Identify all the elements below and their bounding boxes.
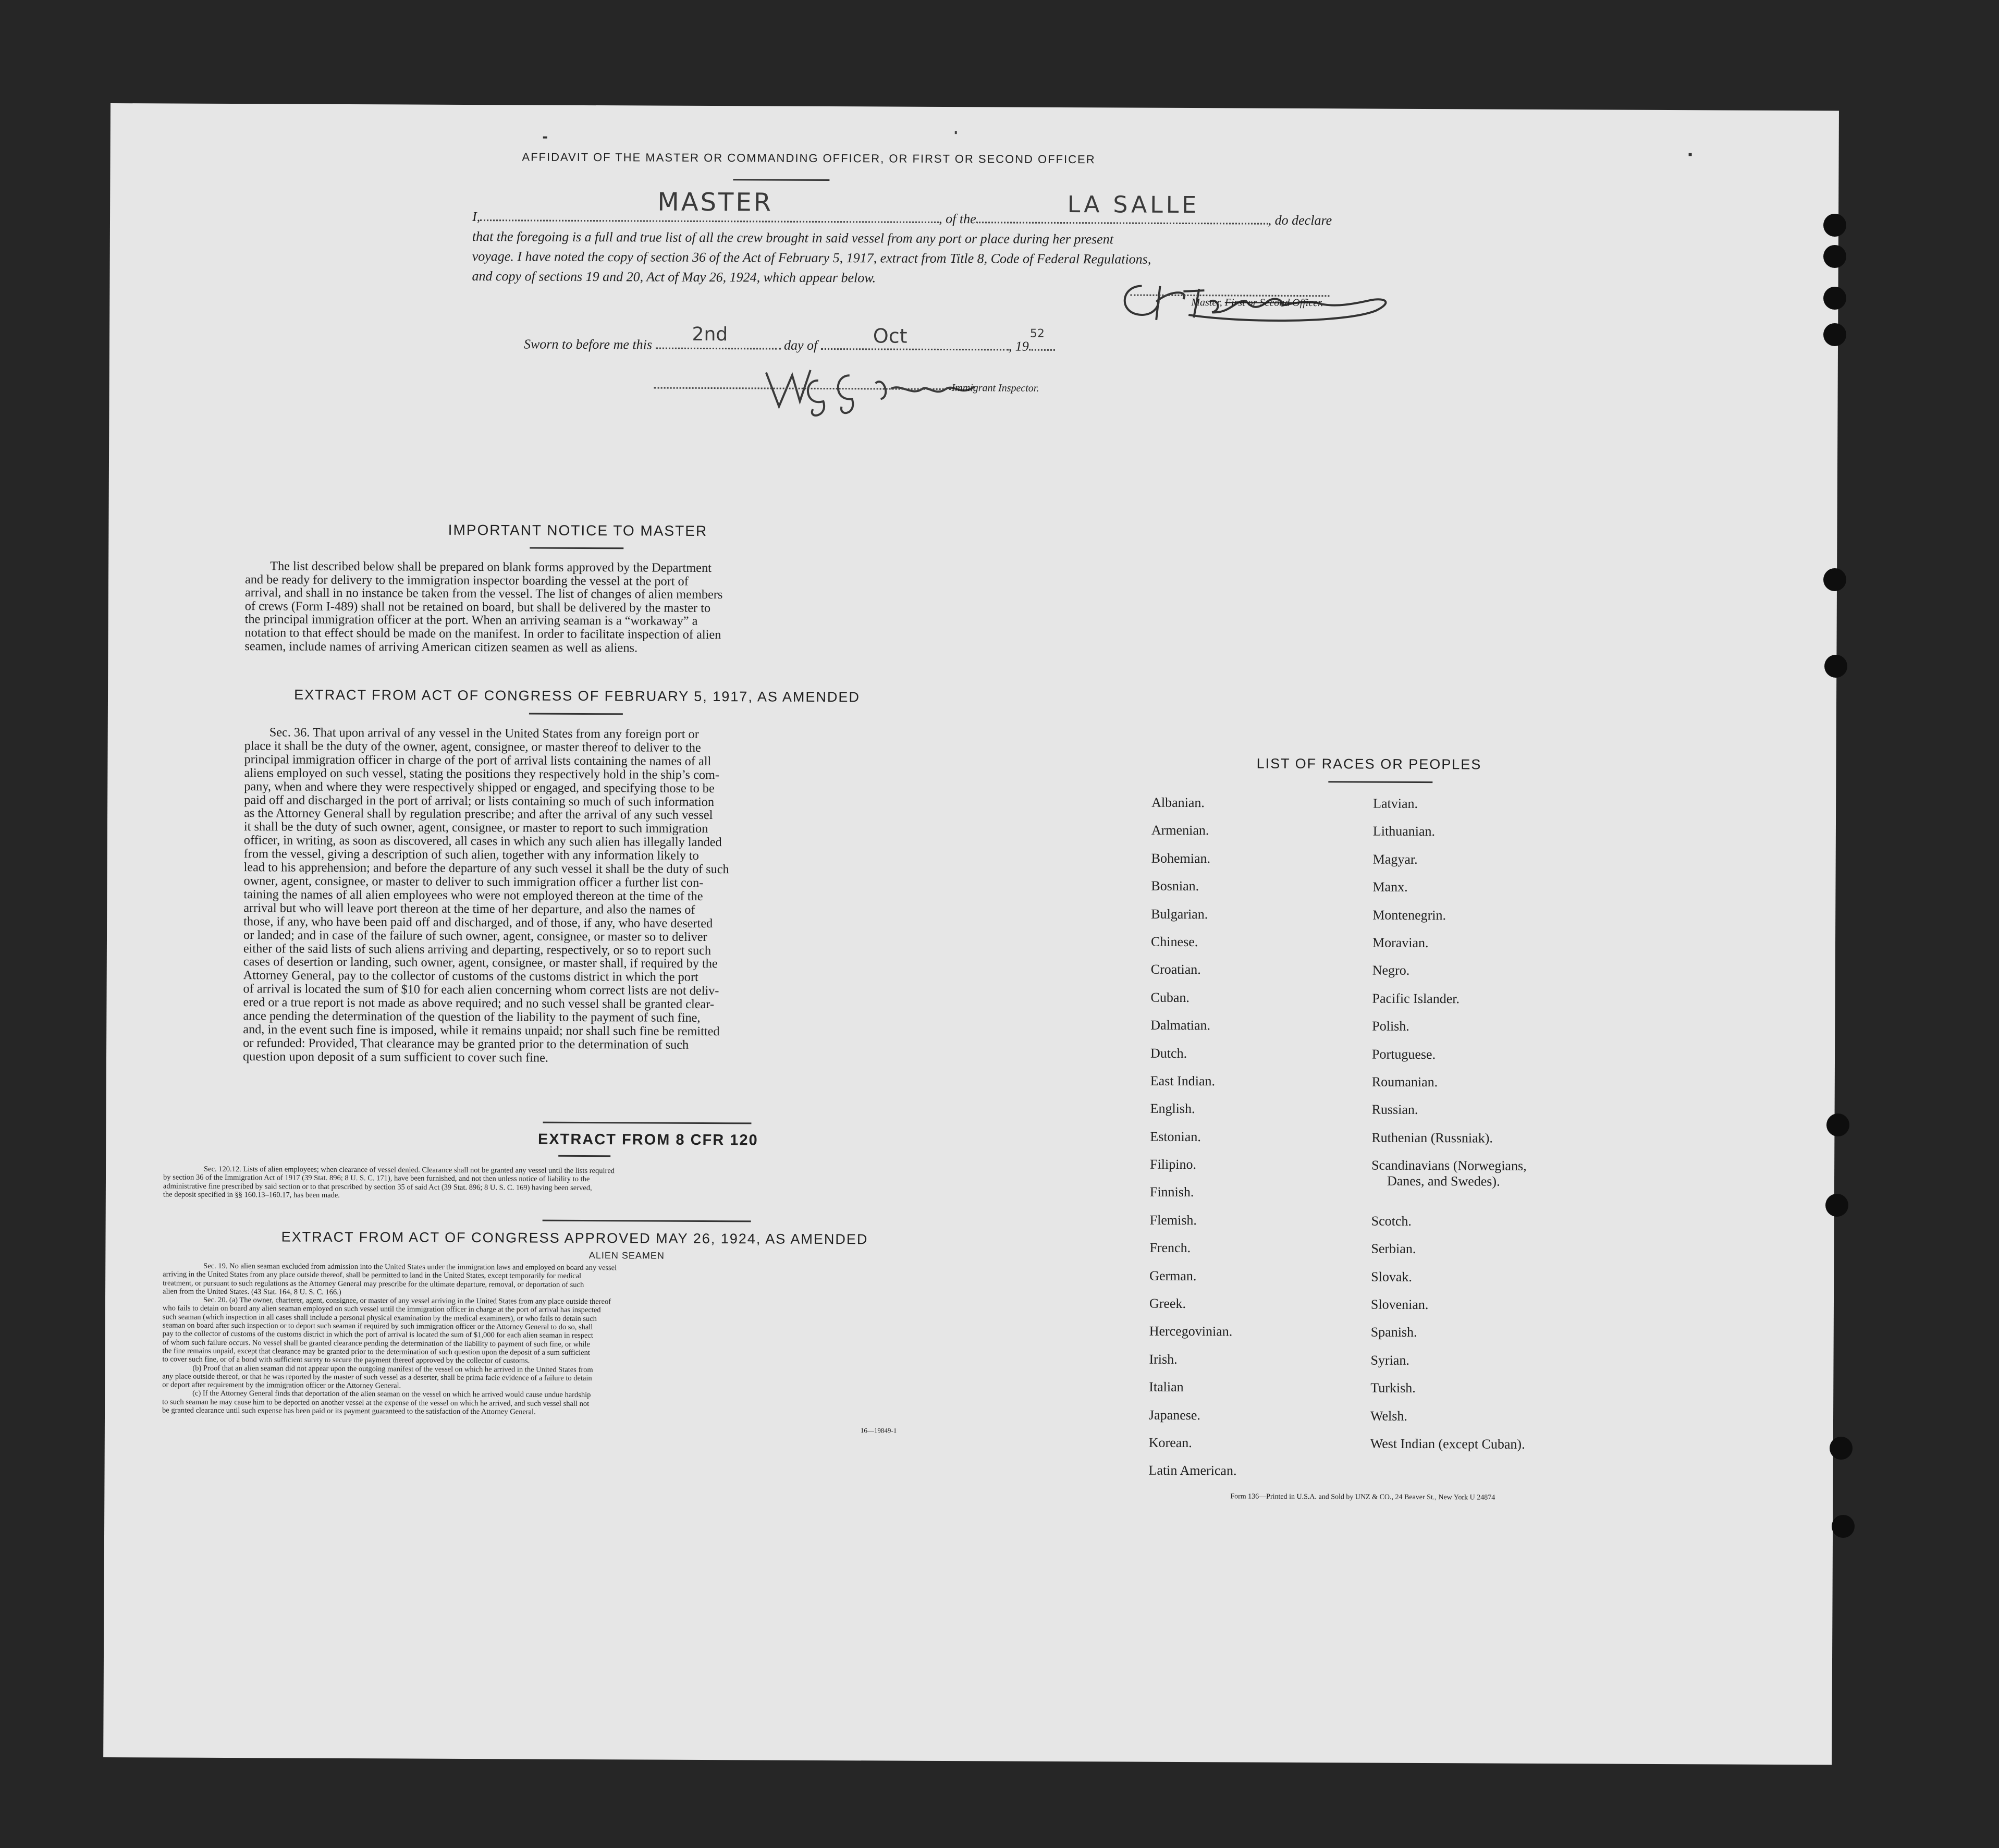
year-handwritten: 52 (1029, 327, 1045, 340)
cfr-top-rule (543, 1122, 751, 1124)
race-item: Ruthenian (Russniak). (1371, 1130, 1493, 1146)
race-item: Irish. (1149, 1351, 1178, 1367)
cfr-line: by section 36 of the Immigration Act of 1917 (39 Stat. 896; 8 U. S. C. 171), have been furnished, and not then unless notice of liability to the (163, 1173, 590, 1184)
race-item: Dalmatian. (1150, 1017, 1211, 1033)
notice-line: seamen, include names of arriving American citizen seamen as well as aliens. (244, 639, 638, 655)
race-item: Turkish. (1370, 1380, 1416, 1396)
notice-line: and be ready for delivery to the immigration inspector boarding the vessel at the port of (244, 572, 689, 589)
race-item: Negro. (1372, 962, 1410, 978)
binder-hole (1826, 1113, 1849, 1136)
sworn-line (523, 323, 1055, 354)
section-36-line: it shall be the duty of such owner, agent, consignee, or master to report to such immigration (243, 819, 708, 836)
notice-title: IMPORTANT NOTICE TO MASTER (448, 521, 708, 540)
races-title: LIST OF RACES OR PEOPLES (1256, 755, 1482, 773)
section-20-line: the fine remains unpaid, except that clearance may be granted prior to the determination of such question upon the deposit of a sum sufficient (162, 1347, 590, 1357)
race-item: Pacific Islander. (1372, 990, 1460, 1007)
caption-struck: First or Second Officer (1224, 297, 1321, 309)
day-of-label: day of (783, 337, 818, 353)
section-36-line: arrival but who will leave port thereon at the time of her departure, and also the names of (243, 900, 695, 917)
section-36-line: lead to his apprehension; and before the departure of any such vessel it shall be the duty of such (243, 860, 729, 877)
race-item: Japanese. (1148, 1407, 1201, 1423)
race-item: Lithuanian. (1372, 823, 1436, 839)
race-item: Spanish. (1370, 1325, 1417, 1340)
race-item: Serbian. (1371, 1241, 1416, 1257)
race-item: Slovenian. (1370, 1296, 1429, 1313)
cfr-line: administrative fine prescribed by said section or to that prescribed by section 35 of said Act (39 Stat. 896; 8 U. S. C. 169) having been served, (163, 1182, 592, 1192)
master-handwritten: MASTER (657, 187, 774, 217)
binder-hole (1832, 1515, 1855, 1538)
section-36-line: taining the names of all alien employees who were not employed thereon at the time of the (243, 887, 703, 903)
section-36-line: from the vessel, giving a description of such alien, together with any information likely to (243, 847, 699, 863)
race-item: Estonian. (1150, 1129, 1201, 1144)
races-left-column (1148, 795, 1360, 1491)
section-20-line: (c) If the Attorney General finds that deportation of the alien seaman on the vessel on which he arrived would cause undue hardship (192, 1389, 591, 1400)
section-36-line: pany, when and where they were respectively shipped or engaged, and specifying those to be (244, 779, 715, 796)
affidavit-title: AFFIDAVIT OF THE MASTER OR COMMANDING OFFICER, OR FIRST OR SECOND OFFICER (522, 150, 1096, 166)
affidavit-line-2: voyage. I have noted the copy of section 36 of the Act of February 5, 1917, extract from Title 8, Code of Federal Regulations, (472, 249, 1151, 267)
sworn-day-line (655, 323, 780, 350)
affidavit-line-3: and copy of sections 19 and 20, Act of May 26, 1924, which appear below. (472, 268, 876, 286)
section-36-line: cases of desertion or landing, such owner, agent, consignee, or master shall, if required by the (243, 954, 718, 971)
notice-line: The list described below shall be prepared on blank forms approved by the Department (270, 559, 712, 576)
binder-hole (1823, 214, 1846, 237)
extract-1917-title: EXTRACT FROM ACT OF CONGRESS OF FEBRUARY 5, 1917, AS AMENDED (294, 687, 860, 705)
printer-footer: Form 136—Printed in U.S.A. and Sold by UNZ & CO., 24 Beaver St., New York U 24874 (1230, 1492, 1495, 1502)
race-item: French. (1149, 1240, 1191, 1256)
section-36-line: of arrival is located the sum of $10 for each alien concerning whom correct lists are not deliv- (243, 982, 719, 998)
race-item: Dutch. (1150, 1045, 1187, 1061)
form-number: 16—19849-1 (860, 1426, 897, 1435)
alien-seamen-subtitle: ALIEN SEAMEN (588, 1250, 665, 1261)
section-36-line: officer, in writing, as soon as discovered, all cases in which any such alien has illegally landed (243, 833, 722, 850)
race-item: Flemish. (1149, 1212, 1197, 1228)
race-item: Cuban. (1150, 989, 1189, 1005)
race-item: Bosnian. (1151, 878, 1199, 894)
name-line (480, 187, 939, 223)
race-item: Chinese. (1150, 934, 1198, 950)
section-20-line: of whom such failure occurs. No vessel shall be granted clearance pending the determination of the liability to payment of such fine, or while (162, 1338, 590, 1349)
race-item: Slovak. (1371, 1269, 1412, 1284)
extract-1924-body (162, 1262, 945, 1418)
notice-line: arrival, and shall in no instance be taken from the vessel. The list of changes of alien members (244, 585, 723, 602)
master-caption (1191, 297, 1323, 309)
section-20-line: seaman on board after such inspection or to deport such seaman if required by such immigration officer or the Attorney General to do so, shall (162, 1321, 593, 1332)
race-item: Scotch. (1371, 1213, 1412, 1229)
section-19-line: arriving in the United States from any place outside thereof, shall be permitted to land in the United States, except temporarily for medical (163, 1270, 582, 1281)
caption-period: . (1320, 297, 1323, 309)
section-36-line: owner, agent, consignee, or master to deliver to such immigration officer a further list con- (243, 874, 704, 890)
section-36-line: or refunded: Provided, That clearance may be granted prior to the determination of such (243, 1035, 689, 1052)
affidavit-line-1: that the foregoing is a full and true list of all the crew brought in said vessel from any port or place during her present (472, 229, 1114, 247)
race-item: Syrian. (1370, 1352, 1409, 1368)
races-rule (1328, 781, 1432, 783)
month-handwritten: Oct (873, 324, 907, 348)
month-line (821, 324, 1009, 351)
sworn-label: Sworn to before me this (523, 336, 653, 352)
section-19-line: Sec. 19. No alien seaman excluded from admission into the United States under the immigration laws and employed on board any vessel (203, 1262, 617, 1272)
race-item: Albanian. (1151, 794, 1205, 811)
notice-rule (530, 547, 623, 549)
race-item: Roumanian. (1371, 1074, 1438, 1090)
section-19-line: alien from the United States. (43 Stat. 164, 8 U. S. C. 166.) (163, 1287, 341, 1296)
extract-1917-body (243, 726, 910, 1066)
notice-line: the principal immigration officer at the port. When an arriving seaman is a “workaway” a (244, 612, 698, 629)
section-20-line: Sec. 20. (a) The owner, charterer, agent, consignee, or master of any vessel arriving in the United States from any place outside thereof (203, 1295, 611, 1306)
speck-mark (955, 131, 957, 134)
race-item: Bulgarian. (1151, 906, 1208, 922)
sworn-day-handwritten: 2nd (692, 323, 728, 346)
section-36-line: question upon deposit of a sum sufficient to cover such fine. (242, 1049, 549, 1065)
cfr-rule (558, 1155, 610, 1157)
race-item: Magyar. (1372, 851, 1418, 867)
race-item: Korean. (1148, 1435, 1192, 1451)
section-36-line: or landed; and in case of the failure of such owner, agent, consignee, or master so to deliver (243, 927, 707, 944)
inspector-caption: Immigrant Inspector. (951, 382, 1039, 394)
race-item: Hercegovinian. (1149, 1324, 1233, 1339)
race-item: Latin American. (1148, 1463, 1237, 1478)
section-36-line: those, if any, who have been paid off and discharged, and of those, if any, who have deserted (243, 914, 713, 931)
speck-mark (543, 137, 547, 139)
race-item: Welsh. (1370, 1408, 1407, 1424)
race-item: West Indian (except Cuban). (1370, 1436, 1525, 1452)
race-item: Croatian. (1150, 962, 1201, 977)
section-36-line: ance pending the determination of the question of the liability to the payment of such fine, (243, 1009, 701, 1025)
cfr-line: the deposit specified in §§ 160.13–160.17, has been made. (163, 1190, 340, 1200)
extract-1924-top-rule (543, 1220, 751, 1222)
caption-master: Master, (1191, 297, 1225, 309)
race-item: Latvian. (1373, 796, 1418, 811)
binder-hole (1823, 323, 1846, 346)
speck-mark (1689, 153, 1692, 156)
section-36-line: and, in the event such fine is imposed, while it remains unpaid; nor shall such fine be remitted (243, 1022, 720, 1039)
section-36-line: ered or a true report is not made as above required; and no such vessel shall be granted clear- (243, 995, 715, 1012)
race-item: Bohemian. (1151, 850, 1211, 866)
section-36-line: place it shall be the duty of the owner, agent, consignee, or master thereof to deliver to the (244, 739, 701, 755)
race-item: Russian. (1371, 1102, 1418, 1118)
cfr-title: EXTRACT FROM 8 CFR 120 (537, 1131, 758, 1149)
race-item: Manx. (1372, 879, 1408, 895)
section-20-line: or deport after requirement by the immigration officer or the Attorney General. (162, 1380, 401, 1390)
section-20-line: be granted clearance until such expense has been paid or its payment guaranteed to the satisfaction of the Attorney General. (162, 1406, 536, 1416)
section-36-line: aliens employed on such vessel, stating the positions they respectively hold in the ship’s com- (244, 765, 720, 782)
section-36-line: principal immigration officer in charge of the port of arrival lists containing the names of all (244, 752, 712, 768)
race-item: Moravian. (1372, 935, 1429, 951)
race-item: Armenian. (1151, 823, 1209, 838)
section-20-line: any place outside thereof, or that he was reported by the master of such vessel as a deserter, shall be prima facie evidence of a failure to detain (162, 1372, 592, 1382)
race-item: Scandinavians (Norwegians, (1371, 1157, 1527, 1173)
do-declare-label: , do declare (1268, 212, 1332, 228)
notice-line: of crews (Form I-489) shall not be retained on board, but shall be delivered by the master to (244, 598, 711, 615)
section-36-line: as the Attorney General shall by regulation prescribe; and after the arrival of any such vessel (244, 806, 713, 823)
race-item: German. (1149, 1268, 1197, 1283)
section-20-line: to cover such fine, or of a bond with sufficient surety to secure the payment thereof approved by the collector of customs. (162, 1355, 530, 1365)
section-36-line: Sec. 36. That upon arrival of any vessel in the United States from any foreign port or (269, 725, 699, 741)
extract-1917-rule (529, 713, 623, 715)
cfr-line: Sec. 120.12. Lists of alien employees; when clearance of vessel denied. Clearance shall not be granted any vessel until the lists required (204, 1165, 615, 1176)
section-36-line: Attorney General, pay to the collector of customs of the customs district in which the port (243, 968, 698, 985)
race-item: Polish. (1372, 1018, 1409, 1034)
section-20-line: such seaman (which inspection in all cases shall include a personal physical examination by the medical examiners), or who fails to detain such (162, 1313, 597, 1323)
race-item: Italian (1149, 1379, 1184, 1395)
vessel-line (976, 191, 1268, 224)
section-20-line: to such seaman he may cause him to be deported on another vessel at the expense of the vessel on which he arrived, and such vessel shall not (162, 1398, 590, 1408)
race-item: Filipino. (1150, 1156, 1197, 1172)
vessel-handwritten: LA SALLE (1067, 191, 1200, 219)
race-item: Finnish. (1149, 1184, 1194, 1200)
year-prefix: , 19 (1008, 338, 1029, 354)
binder-hole (1823, 245, 1846, 268)
races-right-column (1370, 796, 1634, 1465)
notice-body (244, 559, 910, 656)
cfr-body (163, 1165, 945, 1202)
section-20-line: (b) Proof that an alien seaman did not appear upon the outgoing manifest of the vessel on which he arrived in the United States from (192, 1364, 593, 1374)
race-item: Danes, and Swedes). (1387, 1173, 1500, 1189)
section-36-line: paid off and discharged in the port of arrival; or lists containing so much of such information (244, 792, 715, 809)
race-item: Montenegrin. (1372, 907, 1446, 923)
section-20-line: pay to the collector of customs of the customs district in which the port of arrival is located the sum of $1,000 for each alien seaman in respect (162, 1329, 593, 1340)
i-label: I, (472, 209, 481, 225)
section-20-line: who fails to detain on board any alien seaman employed on such vessel until the immigration officer in charge at the port of arrival has inspected (162, 1304, 601, 1315)
extract-1924-title: EXTRACT FROM ACT OF CONGRESS APPROVED MAY 26, 1924, AS AMENDED (281, 1229, 868, 1247)
form-page (103, 103, 1839, 1765)
binder-hole (1830, 1437, 1853, 1460)
race-item: Greek. (1149, 1295, 1186, 1312)
binder-hole (1824, 655, 1847, 678)
of-the-label: , of the (939, 211, 976, 227)
binder-hole (1825, 1194, 1848, 1217)
race-item: East Indian. (1150, 1073, 1216, 1089)
race-item: English. (1150, 1101, 1195, 1117)
section-19-line: treatment, or pursuant to such regulations as the Attorney General may prescribe for the ultimate departure, removal, or deportation of such (163, 1279, 584, 1289)
title-rule (733, 179, 829, 181)
section-36-line: either of the said lists of such aliens arriving and departing, respectively, or so to report such (243, 941, 712, 958)
binder-hole (1823, 568, 1846, 591)
notice-line: notation to that effect should be made on the manifest. In order to facilitate inspection of alien (244, 626, 721, 642)
year-line (1029, 327, 1055, 351)
race-item: Portuguese. (1372, 1046, 1436, 1062)
binder-hole (1823, 287, 1846, 310)
